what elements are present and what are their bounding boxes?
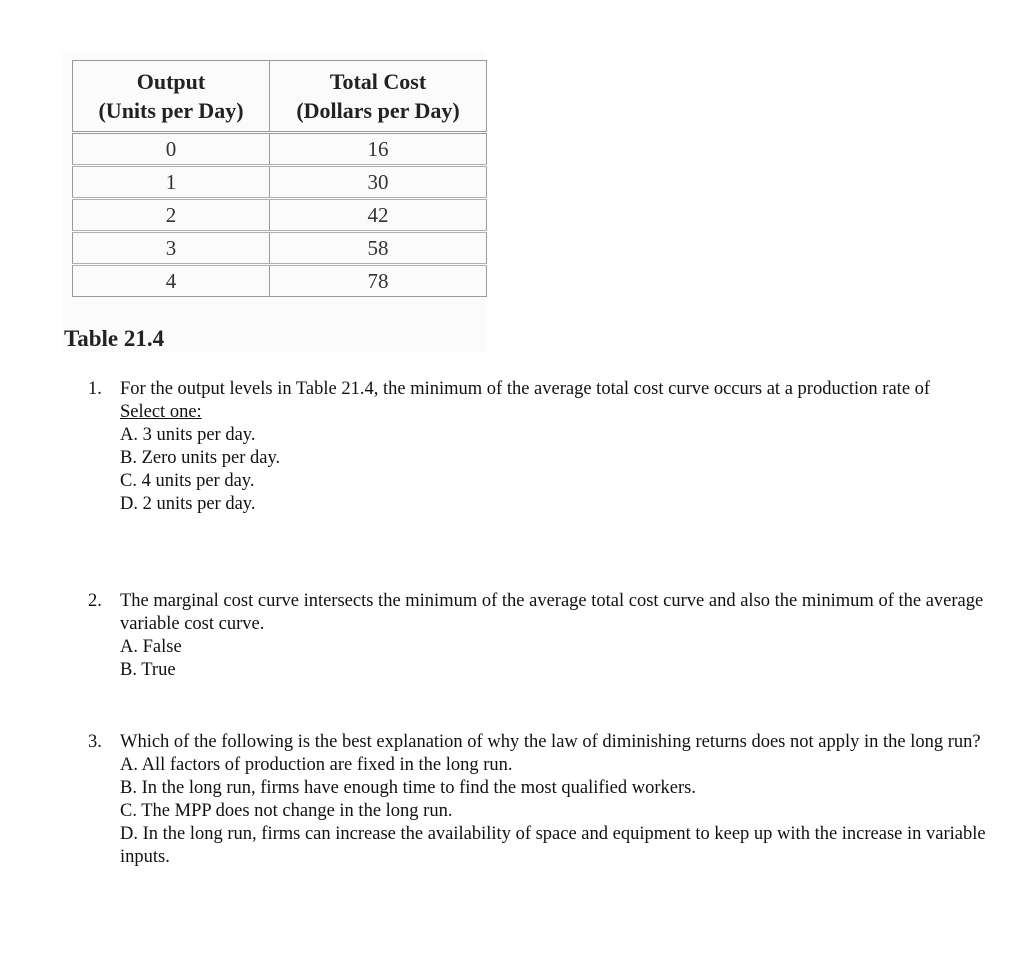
question-text: The marginal cost curve intersects the minimum of the average total cost curve and also the minimum of the average variable cost curve. — [120, 591, 984, 634]
answer-option-d[interactable]: D. 2 units per day. — [120, 494, 256, 514]
total-cost-cell: 30 — [270, 166, 487, 199]
question-number: 2. — [88, 591, 102, 611]
table-row — [73, 166, 487, 199]
answer-option-d[interactable]: D. In the long run, firms can increase the availability of space and equipment to keep up with the increase in variable inputs. — [120, 824, 986, 867]
cost-table-image — [62, 52, 486, 352]
total-cost-header-line2: (Dollars per Day) — [296, 98, 460, 123]
total-cost-cell: 58 — [270, 232, 487, 265]
answer-option-a[interactable]: A. False — [120, 637, 182, 657]
question-text: For the output levels in Table 21.4, the minimum of the average total cost curve occurs at a production rate of — [120, 379, 931, 399]
output-column-header — [73, 61, 270, 133]
total-cost-cell: 16 — [270, 133, 487, 166]
output-header-line2: (Units per Day) — [98, 98, 244, 123]
table-row — [73, 133, 487, 166]
question-1 — [88, 378, 988, 516]
answer-option-b[interactable]: B. In the long run, firms have enough time to find the most qualified workers. — [120, 778, 696, 798]
output-cell: 0 — [73, 133, 270, 166]
question-text: Which of the following is the best explanation of why the law of diminishing returns does not apply in the long run? — [120, 732, 981, 752]
select-one-label: Select one: — [120, 402, 202, 422]
question-number: 3. — [88, 732, 102, 752]
output-cell: 2 — [73, 199, 270, 232]
question-number: 1. — [88, 379, 102, 399]
question-2 — [88, 590, 988, 682]
cost-table — [72, 60, 487, 297]
answer-option-c[interactable]: C. 4 units per day. — [120, 471, 255, 491]
total-cost-cell: 78 — [270, 265, 487, 297]
answer-option-b[interactable]: B. True — [120, 660, 176, 680]
answer-option-a[interactable]: A. 3 units per day. — [120, 425, 256, 445]
table-row — [73, 265, 487, 297]
answer-option-a[interactable]: A. All factors of production are fixed in the long run. — [120, 755, 513, 775]
total-cost-cell: 42 — [270, 199, 487, 232]
answer-option-b[interactable]: B. Zero units per day. — [120, 448, 281, 468]
table-row — [73, 232, 487, 265]
table-caption: Table 21.4 — [64, 326, 165, 351]
total-cost-header-line1: Total Cost — [329, 69, 427, 94]
table-row — [73, 199, 487, 232]
total-cost-column-header — [270, 61, 487, 133]
output-cell: 1 — [73, 166, 270, 199]
output-cell: 4 — [73, 265, 270, 297]
output-cell: 3 — [73, 232, 270, 265]
table-header-row — [73, 61, 487, 133]
output-header-line1: Output — [136, 69, 206, 94]
question-3 — [88, 731, 988, 869]
answer-option-c[interactable]: C. The MPP does not change in the long run. — [120, 801, 453, 821]
